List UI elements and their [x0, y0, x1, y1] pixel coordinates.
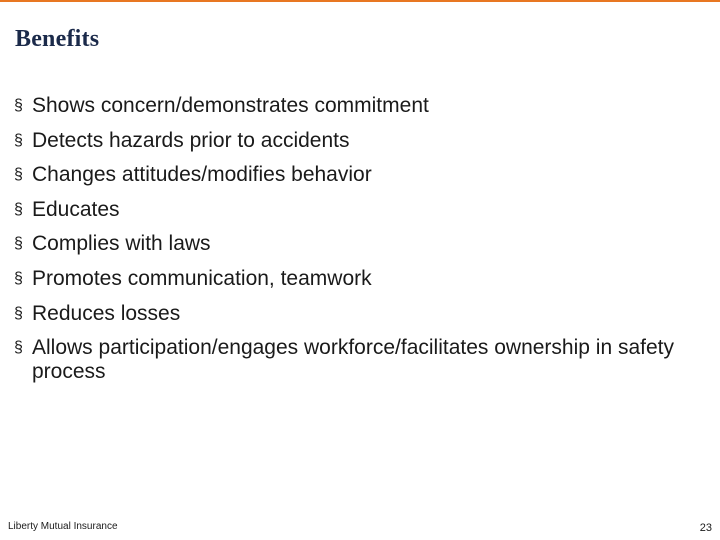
bullet-text: Changes attitudes/modifies behavior [32, 163, 372, 187]
top-accent-rule [0, 0, 720, 2]
bullet-item [14, 336, 704, 384]
bullet-list [14, 94, 704, 384]
bullet-item [14, 232, 704, 256]
bullet-item [14, 94, 704, 118]
bullet-item [14, 267, 704, 291]
bullet-icon: § [14, 269, 23, 287]
bullet-icon: § [14, 235, 23, 253]
bullet-item [14, 198, 704, 222]
bullet-text: Promotes communication, teamwork [32, 266, 372, 290]
bullet-text: Educates [32, 197, 120, 221]
bullet-text: Allows participation/engages workforce/facilitates ownership in safety process [32, 336, 674, 384]
bullet-icon: § [14, 166, 23, 184]
bullet-text: Shows concern/demonstrates commitment [32, 94, 429, 117]
page-number: 23 [699, 522, 712, 534]
bullet-text: Complies with laws [32, 232, 211, 256]
bullet-item [14, 302, 704, 326]
bullet-icon: § [14, 200, 23, 218]
bullet-icon: § [14, 131, 23, 149]
bullet-icon: § [14, 304, 23, 322]
slide-title: Benefits [15, 26, 100, 52]
footer-company-name: Liberty Mutual Insurance [8, 521, 118, 532]
bullet-icon: § [14, 339, 23, 357]
bullet-text: Reduces losses [32, 301, 181, 325]
bullet-icon: § [14, 97, 23, 114]
bullet-text: Detects hazards prior to accidents [32, 128, 350, 152]
bullet-item [14, 163, 704, 187]
bullet-item [14, 129, 704, 153]
